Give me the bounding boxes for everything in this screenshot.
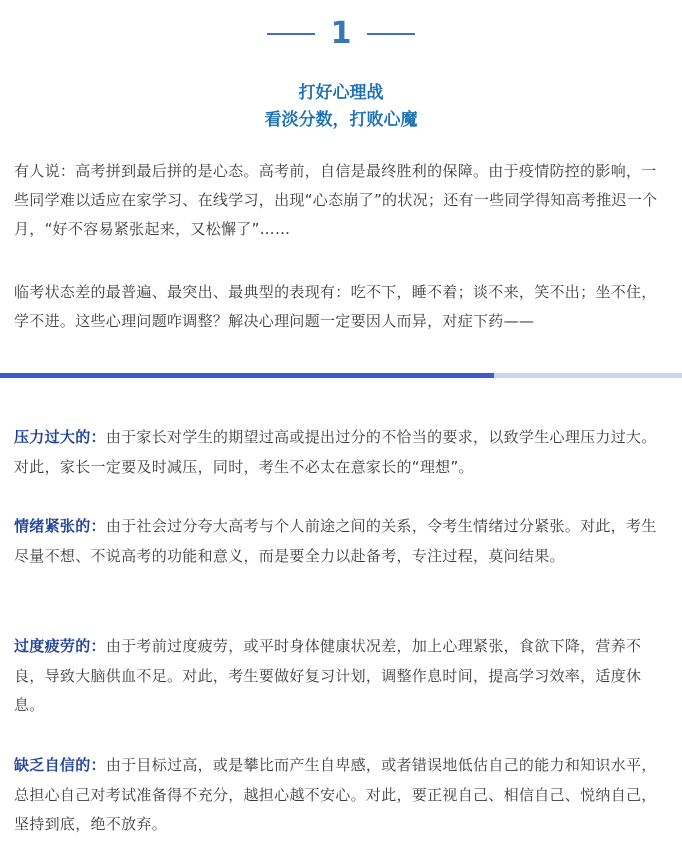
section-subtitle: 看淡分数，打败心魔 <box>264 110 418 130</box>
advice-item-pressure <box>14 423 670 482</box>
advice-text: 由于社会过分夸大高考与个人前途之间的关系，令考生情绪过分紧张。对此，考生尽量不想、不说高考的功能和意义，而是要全力以赴备考，专注过程，莫问结果。 <box>14 517 657 565</box>
advice-label: 压力过大的： <box>14 428 106 446</box>
decorative-line-right <box>367 33 415 35</box>
decorative-line-left <box>267 33 315 35</box>
advice-item-confidence <box>14 751 670 840</box>
section-header <box>0 0 682 135</box>
advice-text: 由于目标过高，或是攀比而产生自卑感，或者错误地低估自己的能力和知识水平，总担心自己对考试准备得不充分，越担心越不安心。对此，要正视自己、相信自己、悦纳自己，坚持到底，绝不放弃。 <box>14 756 657 833</box>
advice-label: 情绪紧张的： <box>14 517 106 535</box>
divider-dark-segment <box>0 373 494 378</box>
section-number: 1 <box>330 16 352 51</box>
advice-label: 缺乏自信的： <box>14 756 106 774</box>
section-divider <box>0 373 682 378</box>
section-title: 打好心理战 <box>298 83 384 103</box>
advice-item-tension <box>14 512 670 571</box>
section-number-row <box>0 14 682 54</box>
intro-paragraph-1: 有人说：高考拼到最后拼的是心态。高考前，自信是最终胜利的保障。由于疫情防控的影响，一些同学难以适应在家学习、在线学习，出现“心态崩了”的状况；还有一些同学得知高考推迟一个月，“好不容易紧张起来，又松懈了”…… <box>14 162 658 238</box>
intro-paragraph-2: 临考状态差的最普遍、最突出、最典型的表现有：吃不下，睡不着；谈不来，笑不出；坐不住，学不进。这些心理问题咋调整？解决心理问题一定要因人而异，对症下药—— <box>14 283 657 330</box>
advice-text: 由于考前过度疲劳，或平时身体健康状况差，加上心理紧张，食欲下降，营养不良，导致大脑供血不足。对此，考生要做好复习计划，调整作息时间，提高学习效率，适度休息。 <box>14 637 642 714</box>
divider-light-segment <box>494 373 682 378</box>
advice-text: 由于家长对学生的期望过高或提出过分的不恰当的要求，以致学生心理压力过大。对此，家长一定要及时减压，同时，考生不必太在意家长的“理想”。 <box>14 428 657 476</box>
advice-item-fatigue <box>14 632 670 721</box>
advice-label: 过度疲劳的： <box>14 637 106 655</box>
